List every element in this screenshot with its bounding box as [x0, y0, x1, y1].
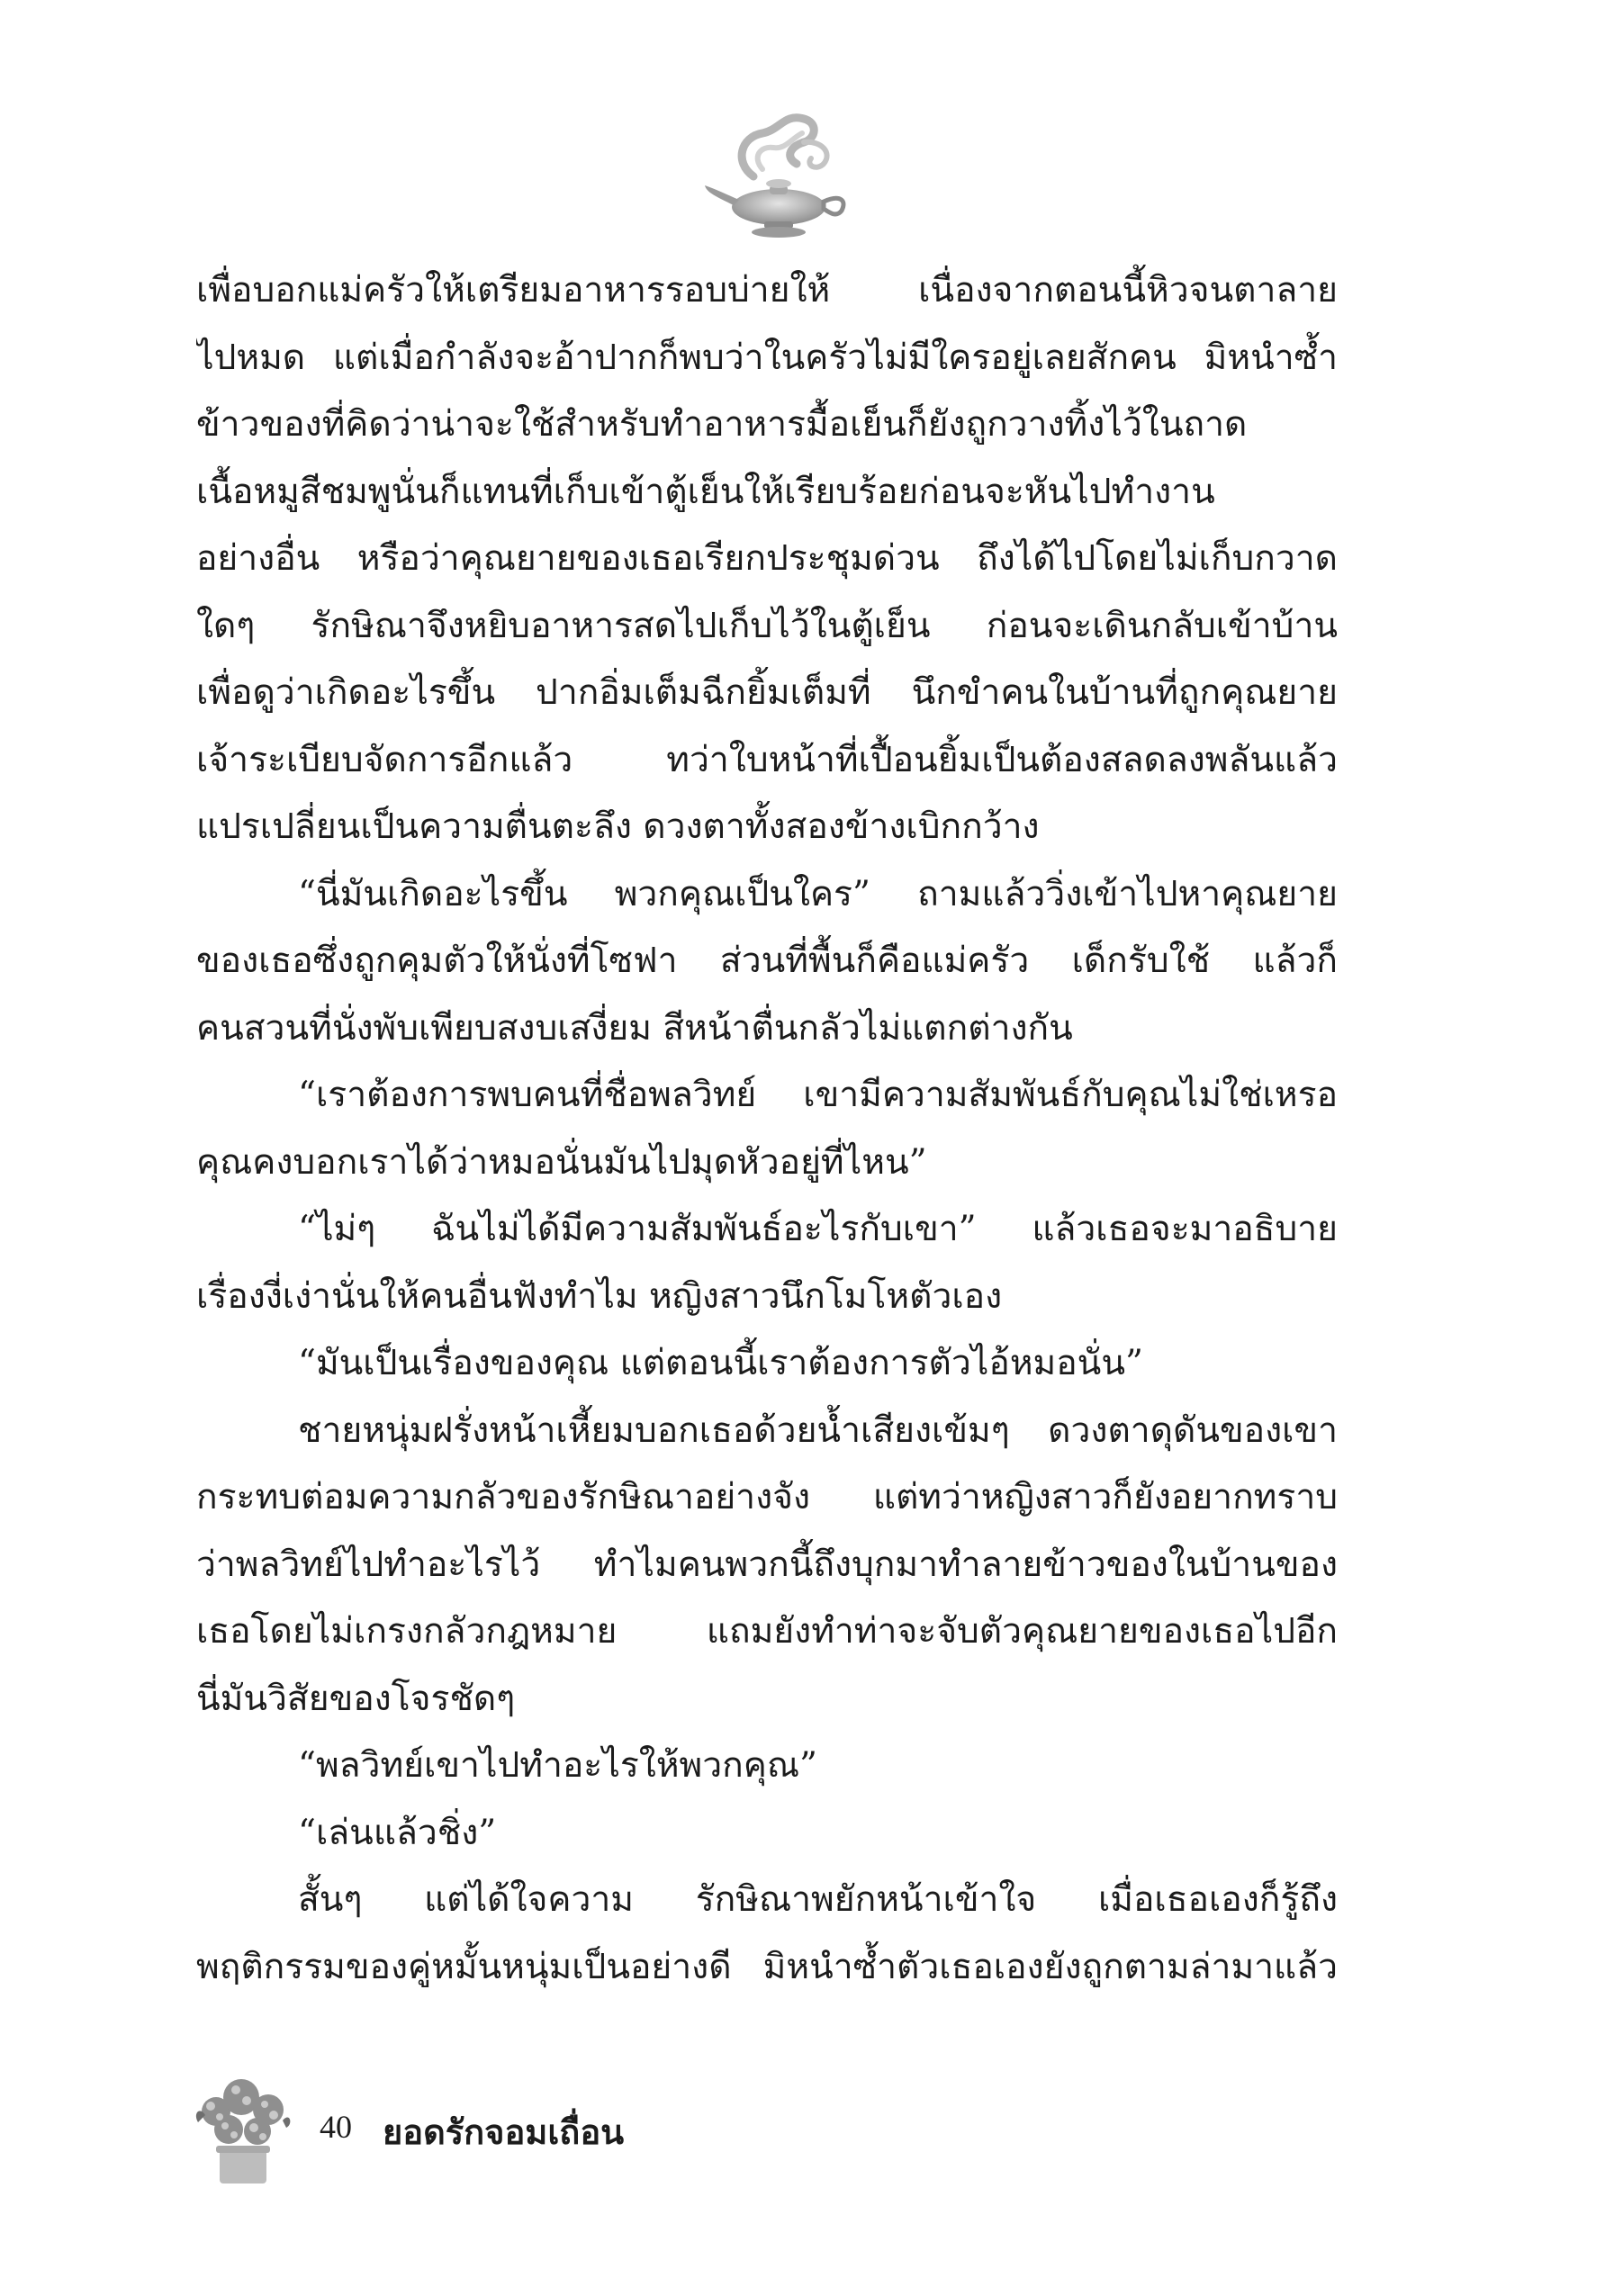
text-line: อย่างอื่น หรือว่าคุณยายของเธอเรียกประชุมด่วน ถึงได้ไปโดยไม่เก็บกวาด [196, 538, 1338, 579]
text-line: “พลวิทย์เขาไปทำอะไรให้พวกคุณ” [298, 1745, 817, 1786]
text-line: กระทบต่อมความกลัวของรักษิณาอย่างจัง แต่ทว่าหญิงสาวก็ยังอยากทราบ [196, 1477, 1338, 1517]
text-line: เพื่อบอกแม่ครัวให้เตรียมอาหารรอบบ่ายให้ เนื่องจากตอนนี้หิวจนตาลาย [196, 270, 1338, 311]
text-line: สั้นๆ แต่ได้ใจความ รักษิณาพยักหน้าเข้าใจ เมื่อเธอเองก็รู้ถึง [298, 1879, 1338, 1920]
text-line: “ไม่ๆ ฉันไม่ได้มีความสัมพันธ์อะไรกับเขา” แล้วเธอจะมาอธิบาย [298, 1209, 1338, 1249]
page-footer [189, 2070, 819, 2187]
text-line: “มันเป็นเรื่องของคุณ แต่ตอนนี้เราต้องการตัวไอ้หมอนั่น” [298, 1343, 1143, 1383]
text-line: ชายหนุ่มฝรั่งหน้าเหี้ยมบอกเธอด้วยน้ำเสียงเข้มๆ ดวงตาดุดันของเขา [298, 1409, 1338, 1451]
text-line: ข้าวของที่คิดว่าน่าจะใช้สำหรับทำอาหารมื้อเย็นก็ยังถูกวางทิ้งไว้ในถาด [196, 404, 1248, 445]
text-line: เนื้อหมูสีชมพูนั่นก็แทนที่เก็บเข้าตู้เย็นให้เรียบร้อยก่อนจะหันไปทำงาน [196, 471, 1215, 512]
text-line: ไปหมด แต่เมื่อกำลังจะอ้าปากก็พบว่าในครัวไม่มีใครอยู่เลยสักคน มิหนำซ้ำ [196, 337, 1338, 378]
text-line: คนสวนที่นั่งพับเพียบสงบเสงี่ยม สีหน้าตื่นกลัวไม่แตกต่างกัน [196, 1007, 1073, 1049]
text-line: “เล่นแล้วชิ่ง” [298, 1812, 497, 1853]
book-title: ยอดรักจอมเถื่อน [383, 2112, 625, 2152]
text-line: เธอโดยไม่เกรงกลัวกฎหมาย แถมยังทำท่าจะจับตัวคุณยายของเธอไปอีก [196, 1611, 1338, 1652]
text-line: เจ้าระเบียบจัดการอีกแล้ว ทว่าใบหน้าที่เปื้อนยิ้มเป็นต้องสลดลงพลันแล้ว [196, 739, 1338, 780]
text-line: คุณคงบอกเราได้ว่าหมอนั่นมันไปมุดหัวอยู่ที่ไหน” [196, 1141, 927, 1183]
text-line: ว่าพลวิทย์ไปทำอะไรไว้ ทำไมคนพวกนี้ถึงบุกมาทำลายข้าวของในบ้านของ [196, 1544, 1338, 1585]
text-line: เพื่อดูว่าเกิดอะไรขึ้น ปากอิ่มเต็มฉีกยิ้มเต็มที่ นึกขำคนในบ้านที่ถูกคุณยาย [196, 672, 1338, 713]
text-line: นี่มันวิสัยของโจรชัดๆ [196, 1678, 516, 1719]
text-line: ของเธอซึ่งถูกคุมตัวให้นั่งที่โซฟา ส่วนที่พื้นก็คือแม่ครัว เด็กรับใช้ แล้วก็ [196, 941, 1338, 981]
text-line: แปรเปลี่ยนเป็นความตื่นตะลึง ดวงตาทั้งสองข้างเบิกกว้าง [196, 806, 1040, 847]
text-line: ใดๆ รักษิณาจึงหยิบอาหารสดไปเก็บไว้ในตู้เย็น ก่อนจะเดินกลับเข้าบ้าน [196, 605, 1338, 646]
page-number: 40 [320, 2109, 352, 2145]
text-line: เรื่องงี่เง่านั่นให้คนอื่นฟังทำไม หญิงสาวนึกโมโหตัวเอง [196, 1275, 1003, 1317]
text-line: “เราต้องการพบคนที่ชื่อพลวิทย์ เขามีความสัมพันธ์กับคุณไม่ใช่เหรอ [298, 1075, 1338, 1115]
text-line: “นี่มันเกิดอะไรขึ้น พวกคุณเป็นใคร” ถามแล้ววิ่งเข้าไปหาคุณยาย [298, 873, 1338, 914]
genie-lamp-icon [698, 106, 855, 241]
flower-bouquet-icon [189, 2070, 297, 2187]
body-text [196, 257, 1338, 2001]
text-line: พฤติกรรมของคู่หมั้นหนุ่มเป็นอย่างดี มิหนำซ้ำตัวเธอเองยังถูกตามล่ามาแล้ว [196, 1946, 1338, 1987]
